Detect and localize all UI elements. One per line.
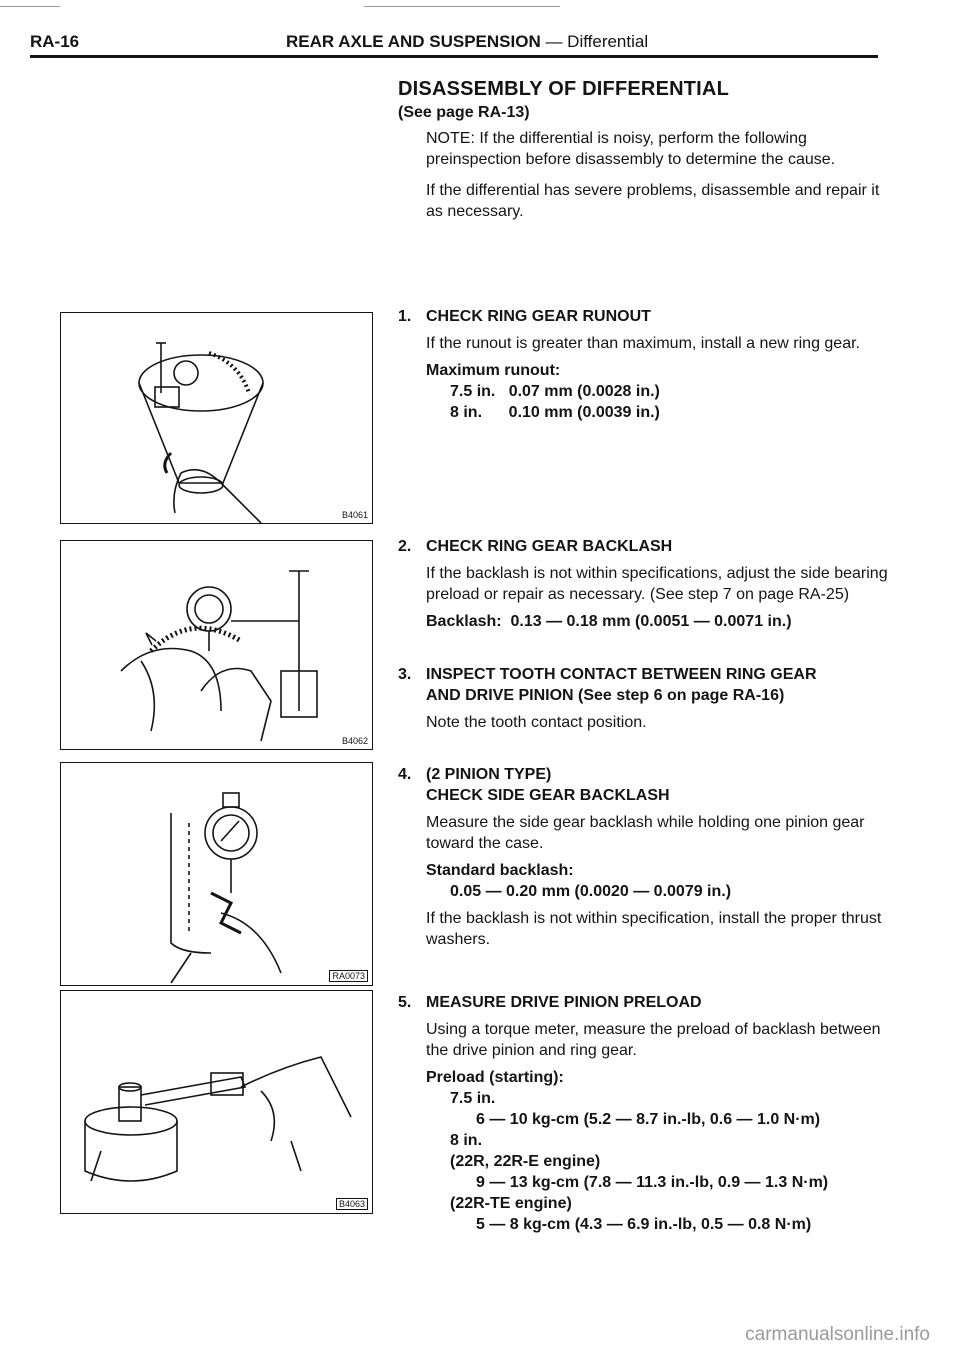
step-text: If the backlash is not within specification, install the proper thrust washers. bbox=[426, 910, 882, 948]
step-heading: (2 PINION TYPE) bbox=[426, 766, 552, 783]
step-heading: CHECK RING GEAR BACKLASH bbox=[426, 538, 673, 555]
step-number: 1. bbox=[398, 308, 412, 325]
step-5 bbox=[398, 992, 888, 1235]
spec-line: 5 — 8 kg-cm (4.3 — 6.9 in.-lb, 0.5 — 0.8 N·m) bbox=[476, 1216, 812, 1233]
spec-line: 8 in. 0.10 mm (0.0039 in.) bbox=[450, 404, 660, 421]
header-rule bbox=[30, 55, 878, 58]
top-scan-line bbox=[364, 6, 560, 7]
spec-row bbox=[426, 611, 888, 632]
page-subtitle: (See page RA-13) bbox=[398, 104, 530, 121]
ring-gear-runout-illustration bbox=[61, 313, 372, 523]
figure-code: B4061 bbox=[341, 510, 368, 520]
spec-line: 6 — 10 kg-cm (5.2 — 8.7 in.-lb, 0.6 — 1.0 N·m) bbox=[476, 1111, 821, 1128]
step-heading: CHECK RING GEAR RUNOUT bbox=[426, 308, 651, 325]
step-text: If the runout is greater than maximum, install a new ring gear. bbox=[426, 335, 860, 352]
section-title bbox=[286, 32, 648, 52]
figure-code: B4062 bbox=[341, 736, 368, 746]
top-scan-line bbox=[0, 6, 60, 7]
torque-meter-illustration bbox=[61, 991, 372, 1213]
page-code: RA-16 bbox=[30, 32, 80, 51]
step-number: 4. bbox=[398, 766, 412, 783]
figure-ring-gear-runout bbox=[60, 312, 373, 524]
section-title-rest: — Differential bbox=[540, 32, 649, 51]
spec-line: 9 — 13 kg-cm (7.8 — 11.3 in.-lb, 0.9 — 1.3 N·m) bbox=[476, 1174, 829, 1191]
step-number: 2. bbox=[398, 538, 412, 555]
page-title: DISASSEMBLY OF DIFFERENTIAL bbox=[398, 78, 729, 100]
step-1 bbox=[398, 306, 888, 423]
step-text: Measure the side gear backlash while holding one pinion gear toward the case. bbox=[426, 814, 865, 852]
intro-severe: If the differential has severe problems, disassemble and repair it as necessary. bbox=[426, 182, 880, 220]
step-text: Using a torque meter, measure the preload of backlash between the drive pinion and ring gear. bbox=[426, 1021, 881, 1059]
figure-ring-gear-backlash bbox=[60, 540, 373, 750]
spec-line: 8 in. bbox=[450, 1132, 483, 1149]
step-2 bbox=[398, 536, 888, 638]
figure-torque-meter bbox=[60, 990, 373, 1214]
step-heading: MEASURE DRIVE PINION PRELOAD bbox=[426, 994, 702, 1011]
side-gear-backlash-illustration bbox=[61, 763, 372, 985]
spec-label: Backlash: bbox=[426, 613, 502, 630]
step-number: 5. bbox=[398, 994, 412, 1011]
spec-line: (22R, 22R-E engine) bbox=[450, 1153, 601, 1170]
intro-note: NOTE: If the differential is noisy, perform the following preinspection before disassembly to determine the cause. bbox=[426, 130, 836, 168]
step-text: If the backlash is not within specifications, adjust the side bearing preload or repair as necessary. (See step 7 on page RA-25) bbox=[426, 565, 888, 603]
figure-code: RA0073 bbox=[329, 970, 368, 982]
step-number: 3. bbox=[398, 666, 412, 683]
step-heading: INSPECT TOOTH CONTACT BETWEEN RING GEAR bbox=[426, 666, 817, 683]
spec-value: 0.05 — 0.20 mm (0.0020 — 0.0079 in.) bbox=[450, 883, 732, 900]
figure-side-gear-backlash bbox=[60, 762, 373, 986]
spec-line: 7.5 in. bbox=[450, 1090, 496, 1107]
watermark: carmanualsonline.info bbox=[745, 1324, 930, 1345]
spec-line: 7.5 in. 0.07 mm (0.0028 in.) bbox=[450, 383, 660, 400]
step-3 bbox=[398, 664, 888, 739]
step-heading: CHECK SIDE GEAR BACKLASH bbox=[426, 787, 670, 804]
figure-code: B4063 bbox=[336, 1198, 368, 1210]
ring-gear-backlash-illustration bbox=[61, 541, 372, 749]
step-text: Note the tooth contact position. bbox=[426, 714, 647, 731]
step-4 bbox=[398, 764, 888, 956]
step-heading: AND DRIVE PINION (See step 6 on page RA-16) bbox=[426, 687, 785, 704]
section-title-bold: REAR AXLE AND SUSPENSION bbox=[286, 32, 541, 51]
spec-value: 0.13 — 0.18 mm (0.0051 — 0.0071 in.) bbox=[510, 613, 792, 630]
spec-label: Maximum runout: bbox=[426, 362, 561, 379]
spec-label: Standard backlash: bbox=[426, 862, 574, 879]
spec-label: Preload (starting): bbox=[426, 1069, 564, 1086]
spec-line: (22R-TE engine) bbox=[450, 1195, 572, 1212]
